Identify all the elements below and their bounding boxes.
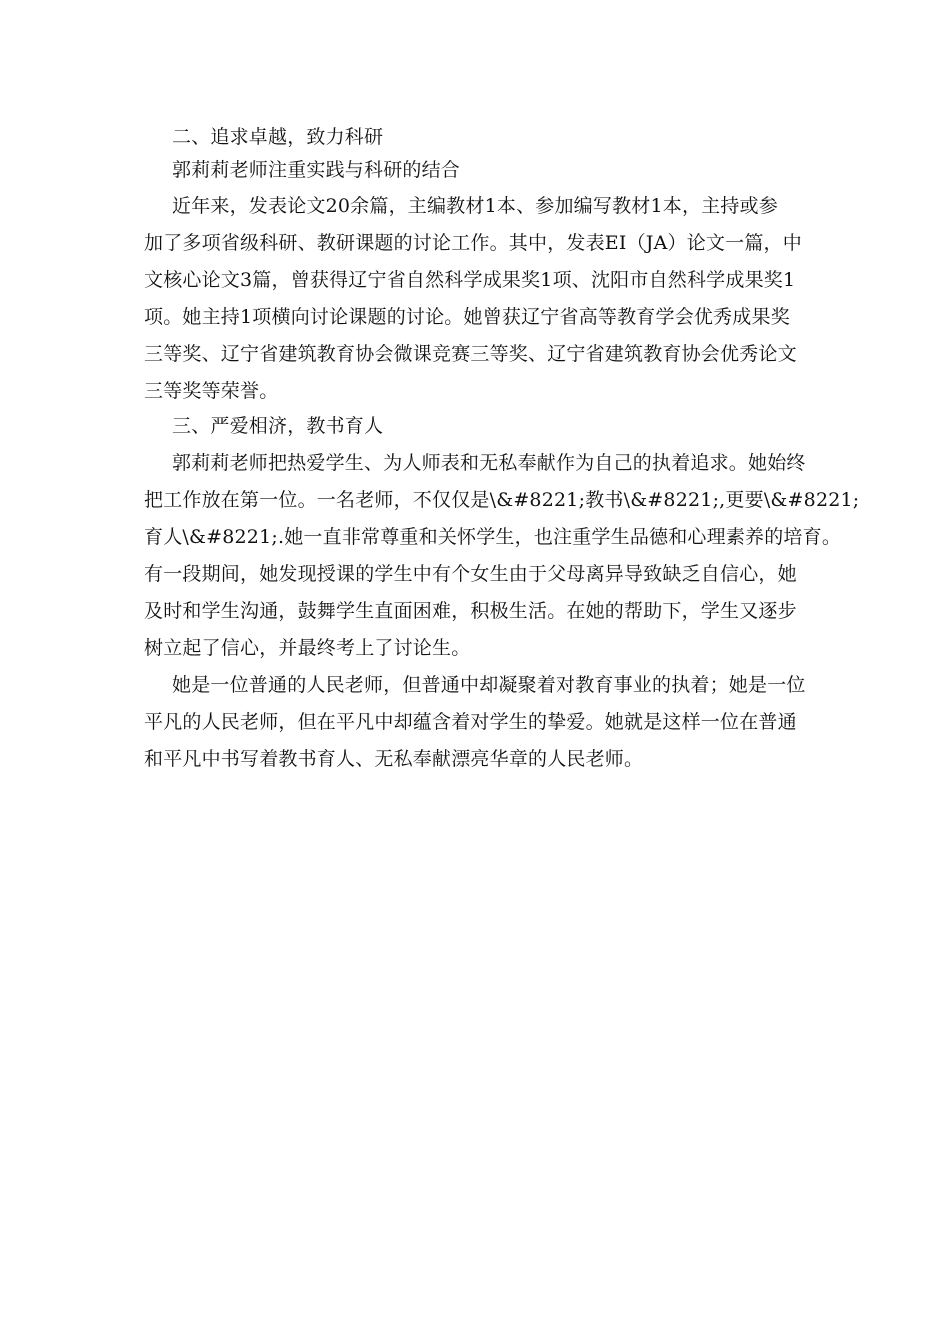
paragraph-line: 和平凡中书写着教书育人、无私奉献漂亮华章的人民老师。 (144, 748, 644, 770)
paragraph-line: 三等奖等荣誉。 (144, 380, 279, 402)
paragraph-line: 加了多项省级科研、教研课题的讨论工作。其中，发表EI（JA）论文一篇，中 (144, 232, 802, 254)
section-heading-2: 二、追求卓越，致力科研 (172, 126, 384, 148)
paragraph-line: 郭莉莉老师注重实践与科研的结合 (172, 159, 461, 181)
paragraph-line: 近年来，发表论文20余篇，主编教材1本、参加编写教材1本，主持或参 (172, 195, 778, 217)
paragraph-line: 三等奖、辽宁省建筑教育协会微课竞赛三等奖、辽宁省建筑教育协会优秀论文 (144, 343, 797, 365)
paragraph-line: 把工作放在第一位。一名老师，不仅仅是\&#8221;教书\&#8221;,更要\&#8221; (144, 489, 860, 511)
section-heading-3: 三、严爱相济，教书育人 (172, 415, 384, 437)
paragraph-line: 平凡的人民老师，但在平凡中却蕴含着对学生的挚爱。她就是这样一位在普通 (144, 711, 797, 733)
paragraph-line: 项。她主持1项横向讨论课题的讨论。她曾获辽宁省高等教育学会优秀成果奖 (144, 306, 790, 328)
paragraph-line: 树立起了信心，并最终考上了讨论生。 (144, 637, 471, 659)
paragraph-line: 她是一位普通的人民老师，但普通中却凝聚着对教育事业的执着；她是一位 (172, 674, 806, 696)
paragraph-line: 文核心论文3篇，曾获得辽宁省自然科学成果奖1项、沈阳市自然科学成果奖1 (144, 269, 796, 291)
paragraph-line: 育人\&#8221;.她一直非常尊重和关怀学生，也注重学生品德和心理素养的培育。 (144, 526, 842, 548)
paragraph-line: 及时和学生沟通，鼓舞学生直面困难，积极生活。在她的帮助下，学生又逐步 (144, 600, 797, 622)
paragraph-line: 郭莉莉老师把热爱学生、为人师表和无私奉献作为自己的执着追求。她始终 (172, 452, 806, 474)
paragraph-line: 有一段期间，她发现授课的学生中有个女生由于父母离异导致缺乏自信心，她 (144, 563, 797, 585)
